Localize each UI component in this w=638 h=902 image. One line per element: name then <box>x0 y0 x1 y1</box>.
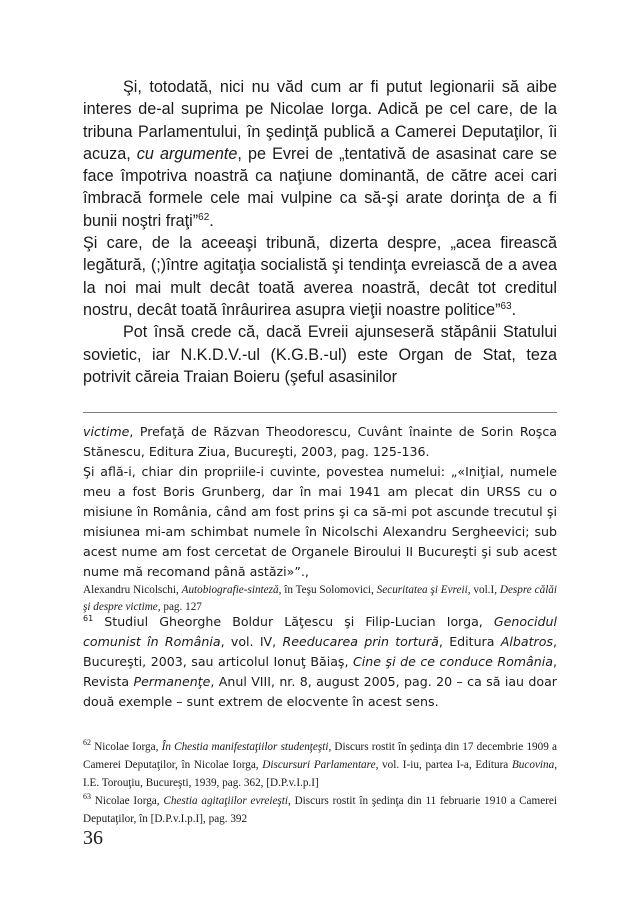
emphasis: Cine şi de ce conduce România <box>353 654 553 669</box>
text-run: . <box>511 300 517 319</box>
text-run: Alexandru Nicolschi, <box>83 584 182 596</box>
emphasis: Discursuri Parlamentare <box>262 759 376 771</box>
text-run: , vol.I, <box>467 584 500 596</box>
text-run: , pag. 127 <box>157 601 202 613</box>
text-run: Şi care, de la aceeaşi tribună, dizerta despre, „acea firească legătură, (;)între agitaţia socialistă şi tendinţa evreiască de a avea la noi mai mult decât toată averea noastră, decât tot creditul nostru, decât toată înrâurirea asupra vieţii noastre politice” <box>83 234 557 319</box>
footnote-text <box>83 422 557 462</box>
emphasis: cu argumente <box>136 144 238 163</box>
text-run: , pe Evrei de „tentativă de asasinat care se face împotriva noastră ca naţiune dominantă, de către acei cari îmbracă formele cele mai vulpine ca să-şi arate dorinţa de a fi bunii noştri fraţi” <box>83 144 558 230</box>
emphasis: Autobiografie-sinteză <box>181 584 279 596</box>
emphasis: În Chestia manifestaţiilor studenţeşti <box>161 741 329 753</box>
emphasis: Securitatea şi Evreii <box>376 584 468 596</box>
footnote-ref-62[interactable]: 62 <box>198 211 210 223</box>
footnote-text: Şi află-i, chiar din propriile-i cuvinte, povestea numelui: „«Iniţial, numele meu a fost Boris Grunberg, dar în mai 1941 am plecat din URSS cu o misiune în România, când am fost prins şi ca să-mi pot ascunde trecutul şi misiunea mi-am schimbat numele în Nicolschi Alexandru Sergheevici; sub acest nume am fost cercetat de Organele Biroului II Bucureşti şi sub acest nume mă recomand până astăzi»”., <box>83 464 557 579</box>
footnote-number: 63 <box>83 792 91 801</box>
footnote-63 <box>83 792 557 828</box>
paragraph-2 <box>83 232 557 321</box>
footnote-62-63 <box>83 738 557 828</box>
text-run: Şi, totodată, nici nu văd cum ar fi putut legionarii să aibe interes de-al suprima pe Nicolae Iorga. Adică pe cel care, de la tribuna Parlamentului, în şedinţă publică a Camerei Deputaţilor, îi acuza, <box>83 78 557 163</box>
emphasis: Genocidul comunist în România <box>83 614 557 649</box>
text-run: , vol. IV, <box>220 634 283 649</box>
footnote-continuation <box>83 422 557 616</box>
footnote-62 <box>83 738 557 792</box>
text-run: Studiul Gheorghe Boldur Lăţescu şi Filip-Lucian Iorga, <box>93 614 494 629</box>
emphasis: Bucovina <box>511 759 555 771</box>
emphasis: Despre călăi şi despre victime <box>83 584 557 613</box>
text-run: , în Teşu Solomovici, <box>278 584 377 596</box>
main-text <box>83 76 557 388</box>
text-run: , Editura <box>438 634 501 649</box>
paragraph-3: Pot însă crede că, dacă Evreii ajunseseră stăpânii Statului sovietic, iar N.K.D.V.-ul (K.G.B.-ul) este Organ de Stat, teza potrivit căreia Traian Boieru (şeful asasinilor <box>83 323 557 386</box>
text-run: , I.E. Torouţiu, Bucureşti, 1939, pag. 362, [D.P.v.I.p.I] <box>83 759 557 789</box>
footnote-text <box>83 612 557 712</box>
footnote-number: 61 <box>83 614 94 623</box>
text-run: , Revista <box>83 654 557 689</box>
text-run: , vol. I-iu, partea I-a, Editura <box>375 759 512 771</box>
footnote-citation <box>83 582 557 616</box>
text-run: , Discurs rostit în şedinţa din 11 februarie 1910 a Camerei Deputaţilor, în [D.P.v.I.p.I], pag. 392 <box>83 795 557 825</box>
text-run: , Bucureşti, 2003, sau articolul Ionuţ Băiaş, <box>83 634 557 669</box>
emphasis: Permanenţe <box>133 674 211 689</box>
emphasis: Chestia agitaţiilor evreieşti <box>163 795 289 807</box>
paragraph-1 <box>83 76 557 232</box>
emphasis: Reeducarea prin tortură <box>282 634 439 649</box>
text-run: . <box>209 211 214 230</box>
emphasis: Albatros <box>500 634 553 649</box>
text-run: , Discurs rostit în şedinţa din 17 decembrie 1909 a Camerei Deputaţilor, în Nicolae Iorga, <box>83 741 557 771</box>
footnote-number: 62 <box>83 738 91 747</box>
text-run: Nicolae Iorga, <box>91 741 162 753</box>
text-run: , Anul VIII, nr. 8, august 2005, pag. 20 – ca să iau doar două exemple – sunt extrem de elocvente în acest sens. <box>83 674 557 709</box>
footnote-separator <box>83 412 557 413</box>
footnote-61 <box>83 612 557 712</box>
footnote-ref-63[interactable]: 63 <box>500 300 512 312</box>
page-number: 36 <box>83 827 103 849</box>
text-run: Nicolae Iorga, <box>91 795 164 807</box>
text-run: , Prefaţă de Răzvan Theodorescu, Cuvânt înainte de Sorin Roşca Stănescu, Editura Ziua, Bucureşti, 2003, pag. 125-136. <box>83 424 557 459</box>
emphasis: victime <box>83 424 130 439</box>
